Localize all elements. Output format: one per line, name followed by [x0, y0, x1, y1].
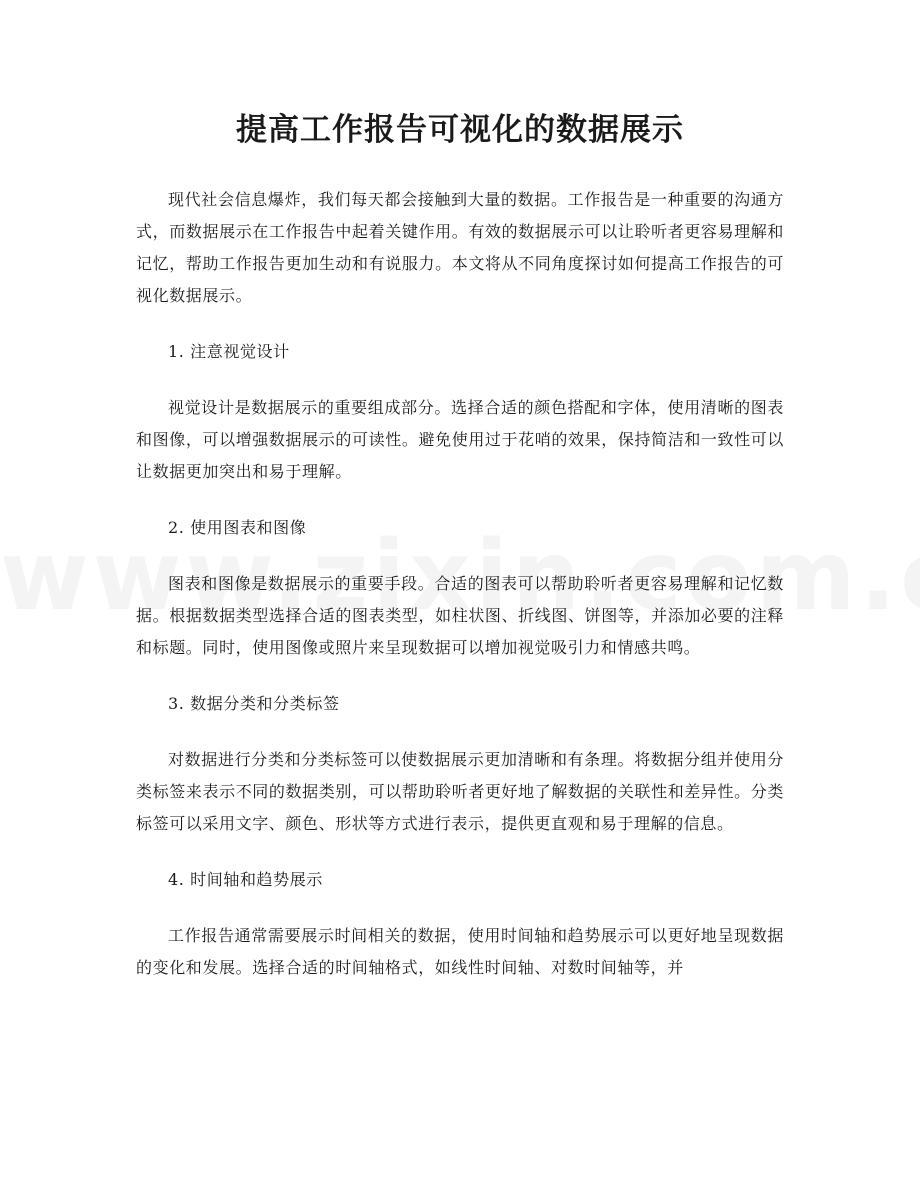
- section-heading-4: 4. 时间轴和趋势展示: [168, 870, 323, 889]
- section-heading-2: 2. 使用图表和图像: [168, 518, 307, 537]
- intro-paragraph: 现代社会信息爆炸，我们每天都会接触到大量的数据。工作报告是一种重要的沟通方式，而数据展示在工作报告中起着关键作用。有效的数据展示可以让聆听者更容易理解和记忆，帮助工作报告更加生动和有说服力。本文将从不同角度探讨如何提高工作报告的可视化数据展示。: [136, 190, 784, 305]
- section-body-1: 视觉设计是数据展示的重要组成部分。选择合适的颜色搭配和字体，使用清晰的图表和图像，可以增强数据展示的可读性。避免使用过于花哨的效果，保持简洁和一致性可以让数据更加突出和易于理解。: [136, 398, 784, 481]
- document-body: [136, 184, 784, 1008]
- section-heading-3: 3. 数据分类和分类标签: [168, 694, 340, 713]
- section-body-4: 工作报告通常需要展示时间相关的数据，使用时间轴和趋势展示可以更好地呈现数据的变化和发展。选择合适的时间轴格式，如线性时间轴、对数时间轴等，并: [136, 926, 784, 977]
- section-body-3: 对数据进行分类和分类标签可以使数据展示更加清晰和有条理。将数据分组并使用分类标签来表示不同的数据类别，可以帮助聆听者更好地了解数据的关联性和差异性。分类标签可以采用文字、颜色、形状等方式进行表示，提供更直观和易于理解的信息。: [136, 750, 784, 833]
- section-heading-1: 1. 注意视觉设计: [168, 342, 290, 361]
- section-body-2: 图表和图像是数据展示的重要手段。合适的图表可以帮助聆听者更容易理解和记忆数据。根据数据类型选择合适的图表类型，如柱状图、折线图、饼图等，并添加必要的注释和标题。同时，使用图像或照片来呈现数据可以增加视觉吸引力和情感共鸣。: [136, 574, 784, 657]
- document-title: 提高工作报告可视化的数据展示: [236, 112, 684, 148]
